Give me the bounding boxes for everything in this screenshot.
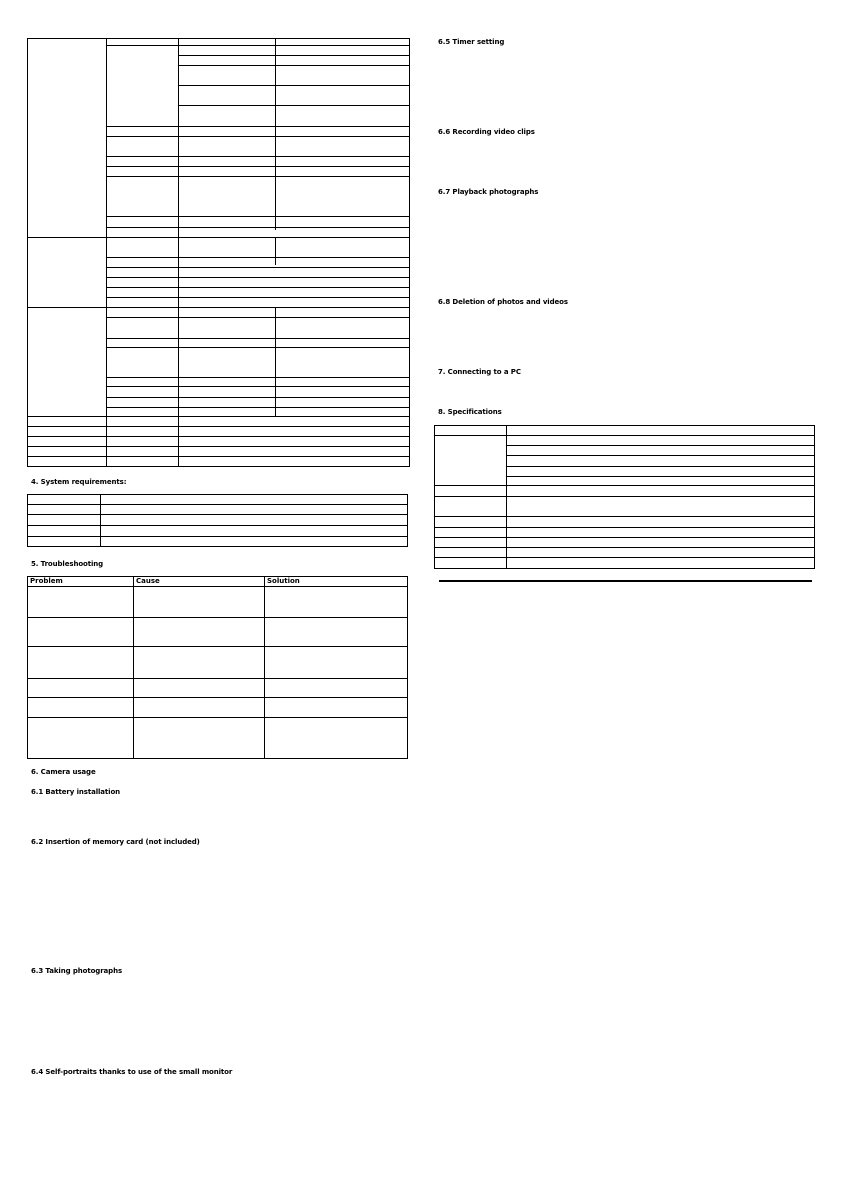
troubleshooting-table (27, 576, 408, 759)
troubleshooting-heading: 5. Troubleshooting (31, 560, 104, 568)
connecting-pc-heading: 7. Connecting to a PC (438, 368, 521, 376)
deletion-heading: 6.8 Deletion of photos and videos (438, 298, 568, 306)
memory-card-heading: 6.2 Insertion of memory card (not included) (31, 838, 200, 846)
specifications-heading: 8. Specifications (438, 408, 502, 416)
troubleshooting-header-problem: Problem (30, 577, 63, 585)
system-requirements-heading: 4. System requirements: (31, 478, 127, 486)
self-portraits-heading: 6.4 Self-portraits thanks to use of the small monitor (31, 1068, 233, 1076)
troubleshooting-header-cause: Cause (136, 577, 160, 585)
system-requirements-table (27, 494, 408, 547)
recording-video-heading: 6.6 Recording video clips (438, 128, 535, 136)
playback-photographs-heading: 6.7 Playback photographs (438, 188, 539, 196)
troubleshooting-header-solution: Solution (267, 577, 300, 585)
battery-installation-heading: 6.1 Battery installation (31, 788, 121, 796)
camera-usage-heading: 6. Camera usage (31, 768, 96, 776)
settings-table (27, 38, 410, 467)
timer-setting-heading: 6.5 Timer setting (438, 38, 505, 46)
section-divider (439, 580, 812, 582)
taking-photographs-heading: 6.3 Taking photographs (31, 967, 123, 975)
